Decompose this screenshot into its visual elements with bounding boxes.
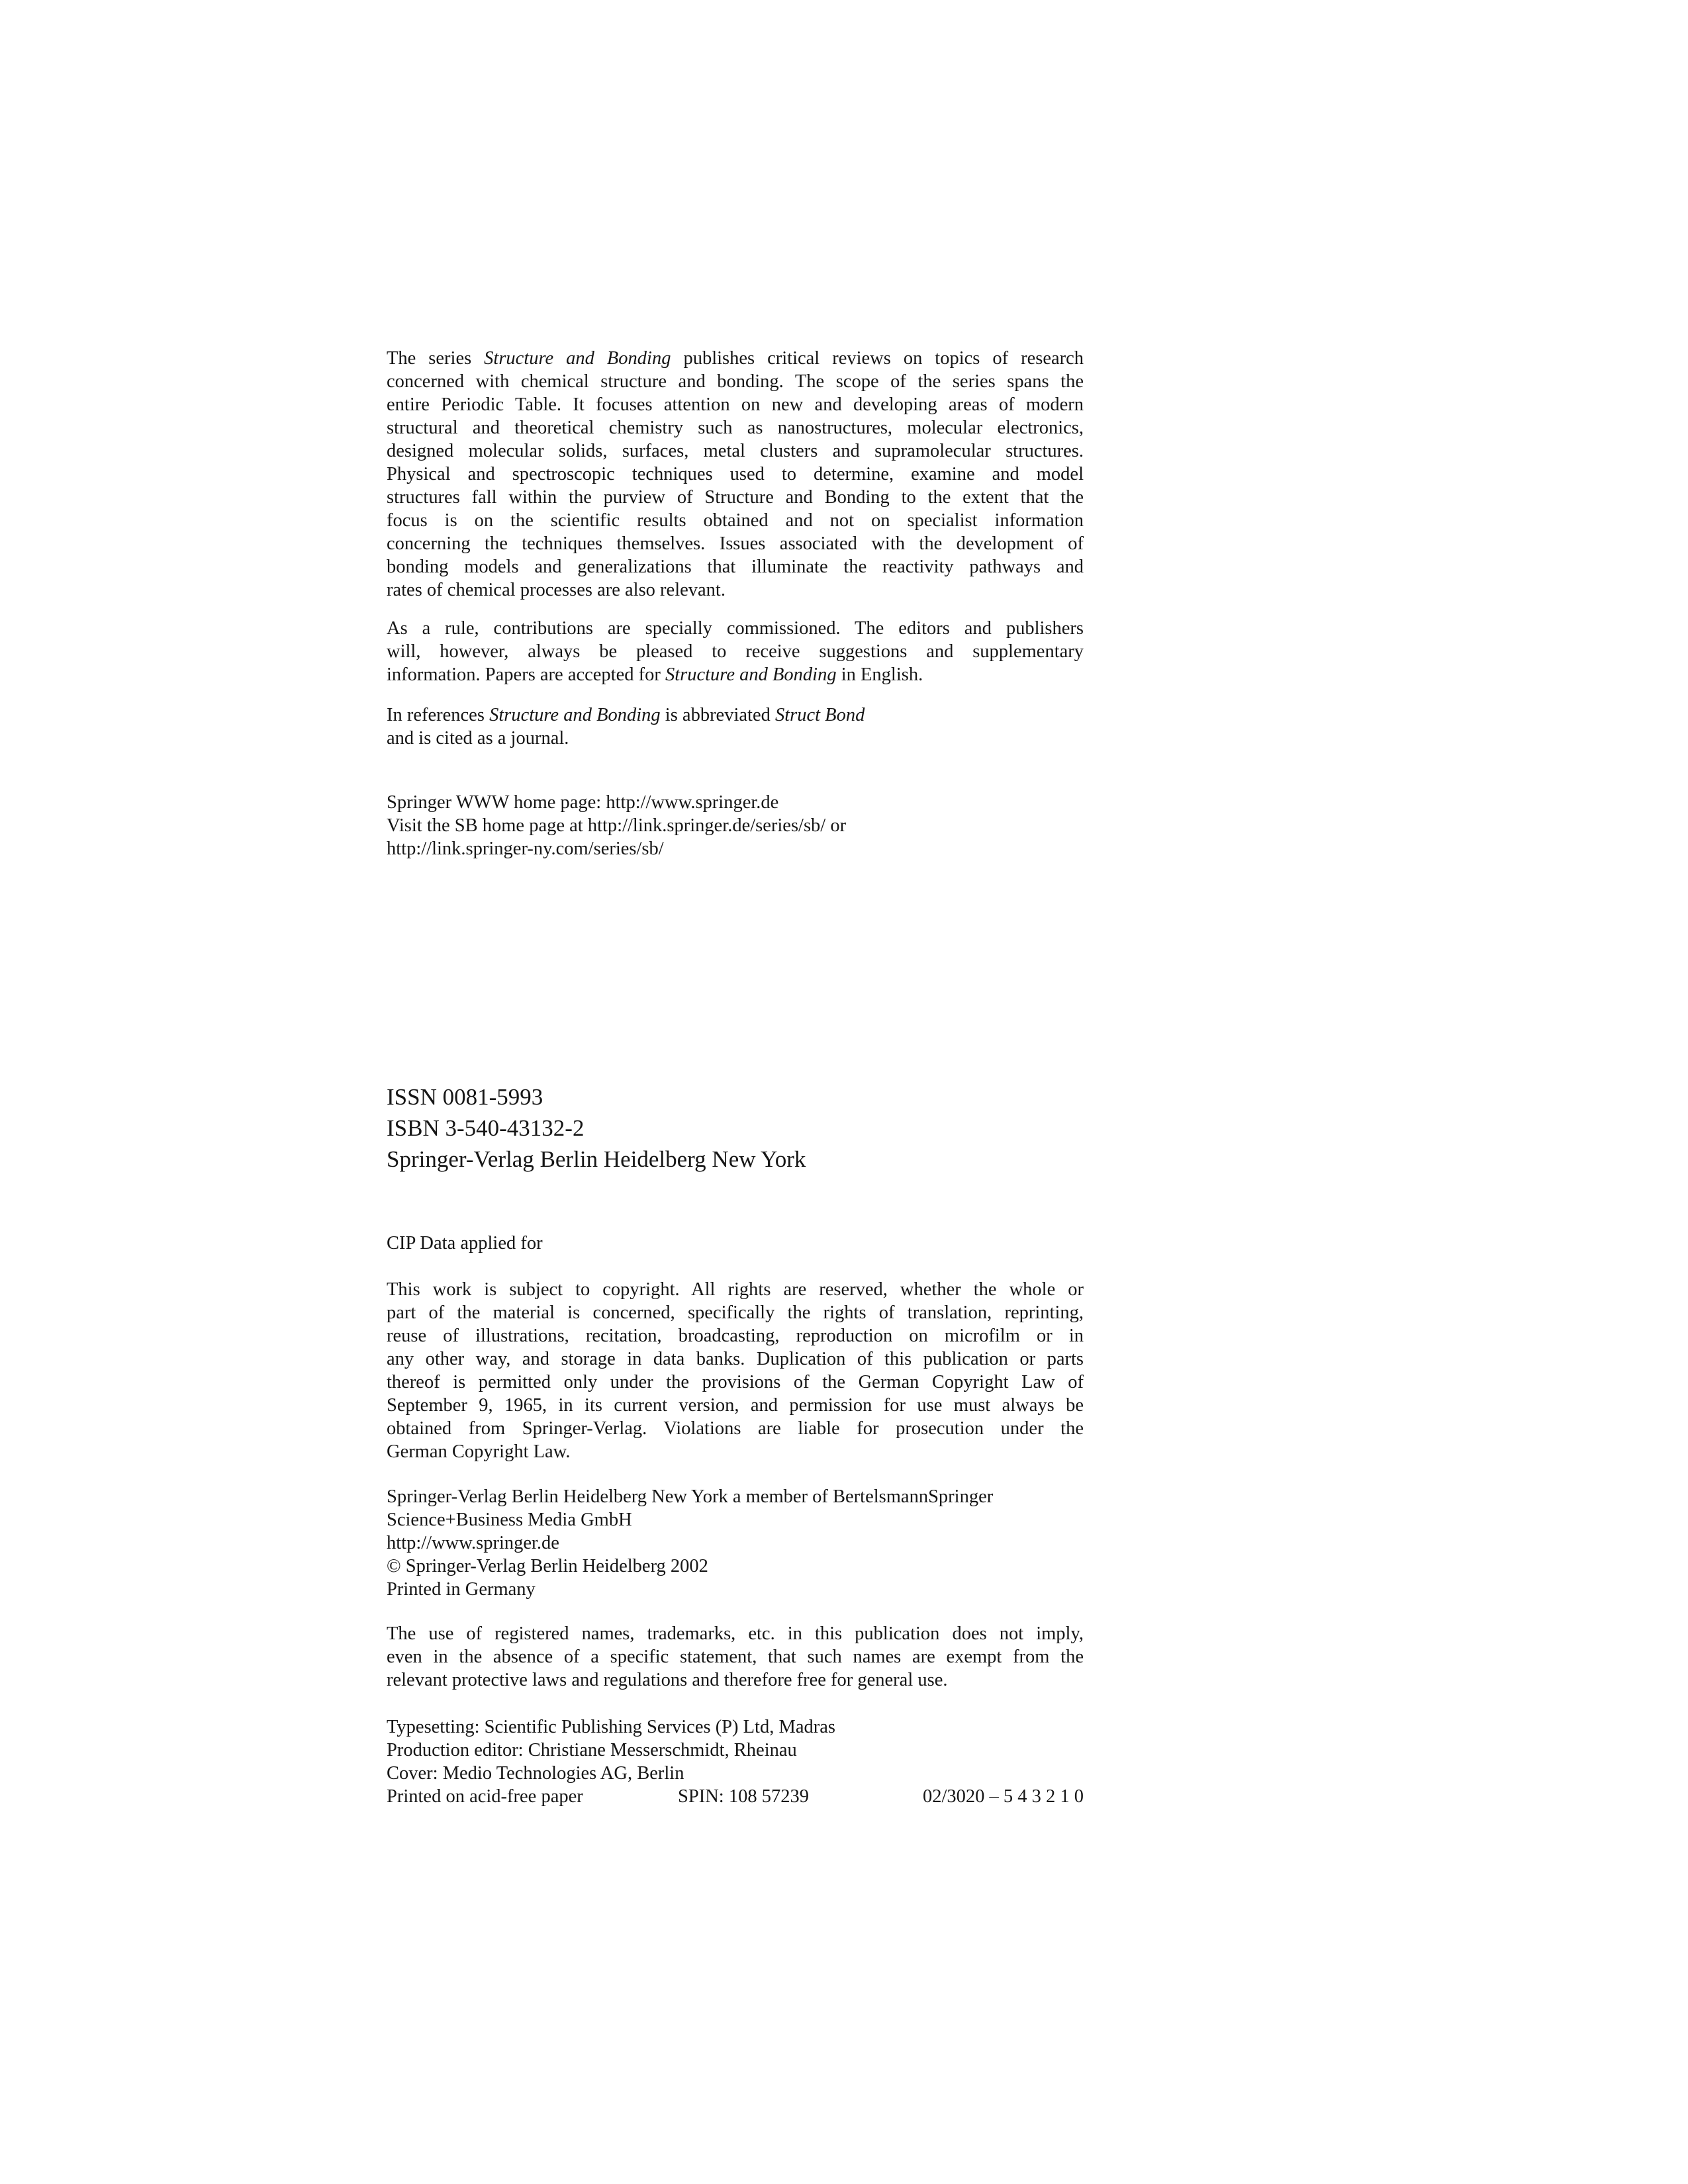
sb-ny-home-link[interactable]: http://link.springer-ny.com/series/sb/ <box>387 839 664 859</box>
contributions-paragraph-block <box>387 617 1084 686</box>
publisher-info-block <box>387 1485 1084 1601</box>
text-line: In references Structure and Bonding is abbreviated Struct Bond <box>387 705 865 725</box>
cip-wrapper <box>387 1232 1084 1255</box>
copyright-line: © Springer-Verlag Berlin Heidelberg 2002 <box>387 1556 708 1576</box>
text-line: concerned with chemical structure and bonding. The scope of the series spans the <box>387 371 1084 392</box>
identifiers <box>387 1081 1084 1175</box>
text-line: obtained from Springer-Verlag. Violations are liable for prosecution under the <box>387 1418 1084 1439</box>
print-details-row <box>387 1785 1084 1808</box>
trademark-notice-block <box>387 1622 1084 1692</box>
publisher-membership: Springer-Verlag Berlin Heidelberg New York a member of BertelsmannSpringer <box>387 1486 994 1507</box>
sb-home-link[interactable]: Visit the SB home page at http://link.springer.de/series/sb/ or <box>387 815 847 836</box>
text-line: designed molecular solids, surfaces, metal clusters and supramolecular structures. <box>387 441 1084 461</box>
text-line: thereof is permitted only under the provisions of the German Copyright Law of <box>387 1372 1084 1392</box>
springer-home-link[interactable]: Springer WWW home page: http://www.springer.de <box>387 792 779 813</box>
text-line: rates of chemical processes are also relevant. <box>387 580 726 600</box>
publisher-url[interactable]: http://www.springer.de <box>387 1533 559 1553</box>
spin-number: SPIN: 108 57239 <box>678 1786 809 1807</box>
text-line: relevant protective laws and regulations and therefore free for general use. <box>387 1670 948 1690</box>
text-line: This work is subject to copyright. All rights are reserved, whether the whole or <box>387 1279 1084 1300</box>
text-line: reuse of illustrations, recitation, broadcasting, reproduction on microfilm or in <box>387 1326 1084 1346</box>
text-line: focus is on the scientific results obtained and not on specialist information <box>387 510 1084 531</box>
printed-in: Printed in Germany <box>387 1579 536 1600</box>
text-line: information. Papers are accepted for Structure and Bonding in English. <box>387 664 923 685</box>
web-links <box>387 791 1084 860</box>
typesetting-credit: Typesetting: Scientific Publishing Services (P) Ltd, Madras <box>387 1717 835 1737</box>
cip-data: CIP Data applied for <box>387 1233 543 1253</box>
paper-note: Printed on acid-free paper <box>387 1786 583 1807</box>
text-line: bonding models and generalizations that illuminate the reactivity pathways and <box>387 557 1084 577</box>
print-code: 02/3020 – 5 4 3 2 1 0 <box>922 1786 1084 1807</box>
text-line: will, however, always be pleased to receive suggestions and supplementary <box>387 641 1084 662</box>
text-line: part of the material is concerned, specifically the rights of translation, reprinting, <box>387 1302 1084 1323</box>
series-description <box>387 347 1084 602</box>
text-line: September 9, 1965, in its current version, and permission for use must always be <box>387 1395 1084 1416</box>
text-line: German Copyright Law. <box>387 1441 571 1462</box>
publisher-line: Springer-Verlag Berlin Heidelberg New York <box>387 1146 806 1172</box>
production-editor-credit: Production editor: Christiane Messerschmidt, Rheinau <box>387 1740 797 1760</box>
cover-credit: Cover: Medio Technologies AG, Berlin <box>387 1763 684 1784</box>
text-line: and is cited as a journal. <box>387 728 569 749</box>
text-line: concerning the techniques themselves. Issues associated with the development of <box>387 533 1084 554</box>
production-credits-block <box>387 1715 1084 1808</box>
text-line: any other way, and storage in data banks. Duplication of this publication or parts <box>387 1349 1084 1369</box>
cip-block <box>387 1232 1084 1255</box>
citation-paragraph <box>387 704 1084 750</box>
issn: ISSN 0081-5993 <box>387 1084 543 1110</box>
text-line: The use of registered names, trademarks, etc. in this publication does not imply, <box>387 1623 1084 1644</box>
publisher-company: Science+Business Media GmbH <box>387 1510 632 1530</box>
text-line: As a rule, contributions are specially commissioned. The editors and publishers <box>387 618 1084 639</box>
text-line: structures fall within the purview of Structure and Bonding to the extent that the <box>387 487 1084 508</box>
copyright-notice <box>387 1278 1084 1463</box>
text-line: entire Periodic Table. It focuses attention on new and developing areas of modern <box>387 394 1084 415</box>
text-line: structural and theoretical chemistry such as nanostructures, molecular electronics, <box>387 418 1084 438</box>
copyright-notice-block <box>387 1278 1084 1463</box>
text-line: Physical and spectroscopic techniques used to determine, examine and model <box>387 464 1084 484</box>
isbn: ISBN 3-540-43132-2 <box>387 1115 585 1141</box>
text-line: even in the absence of a specific statement, that such names are exempt from the <box>387 1647 1084 1667</box>
production-credits <box>387 1715 1084 1785</box>
contributions-paragraph <box>387 617 1084 686</box>
series-scope-paragraph <box>387 347 1084 602</box>
identifiers-block <box>387 1081 1084 1175</box>
text-line: The series Structure and Bonding publishes critical reviews on topics of research <box>387 348 1084 369</box>
citation-paragraph-block <box>387 704 1084 750</box>
publisher-info <box>387 1485 1084 1601</box>
trademark-notice <box>387 1622 1084 1692</box>
web-links-block <box>387 791 1084 860</box>
